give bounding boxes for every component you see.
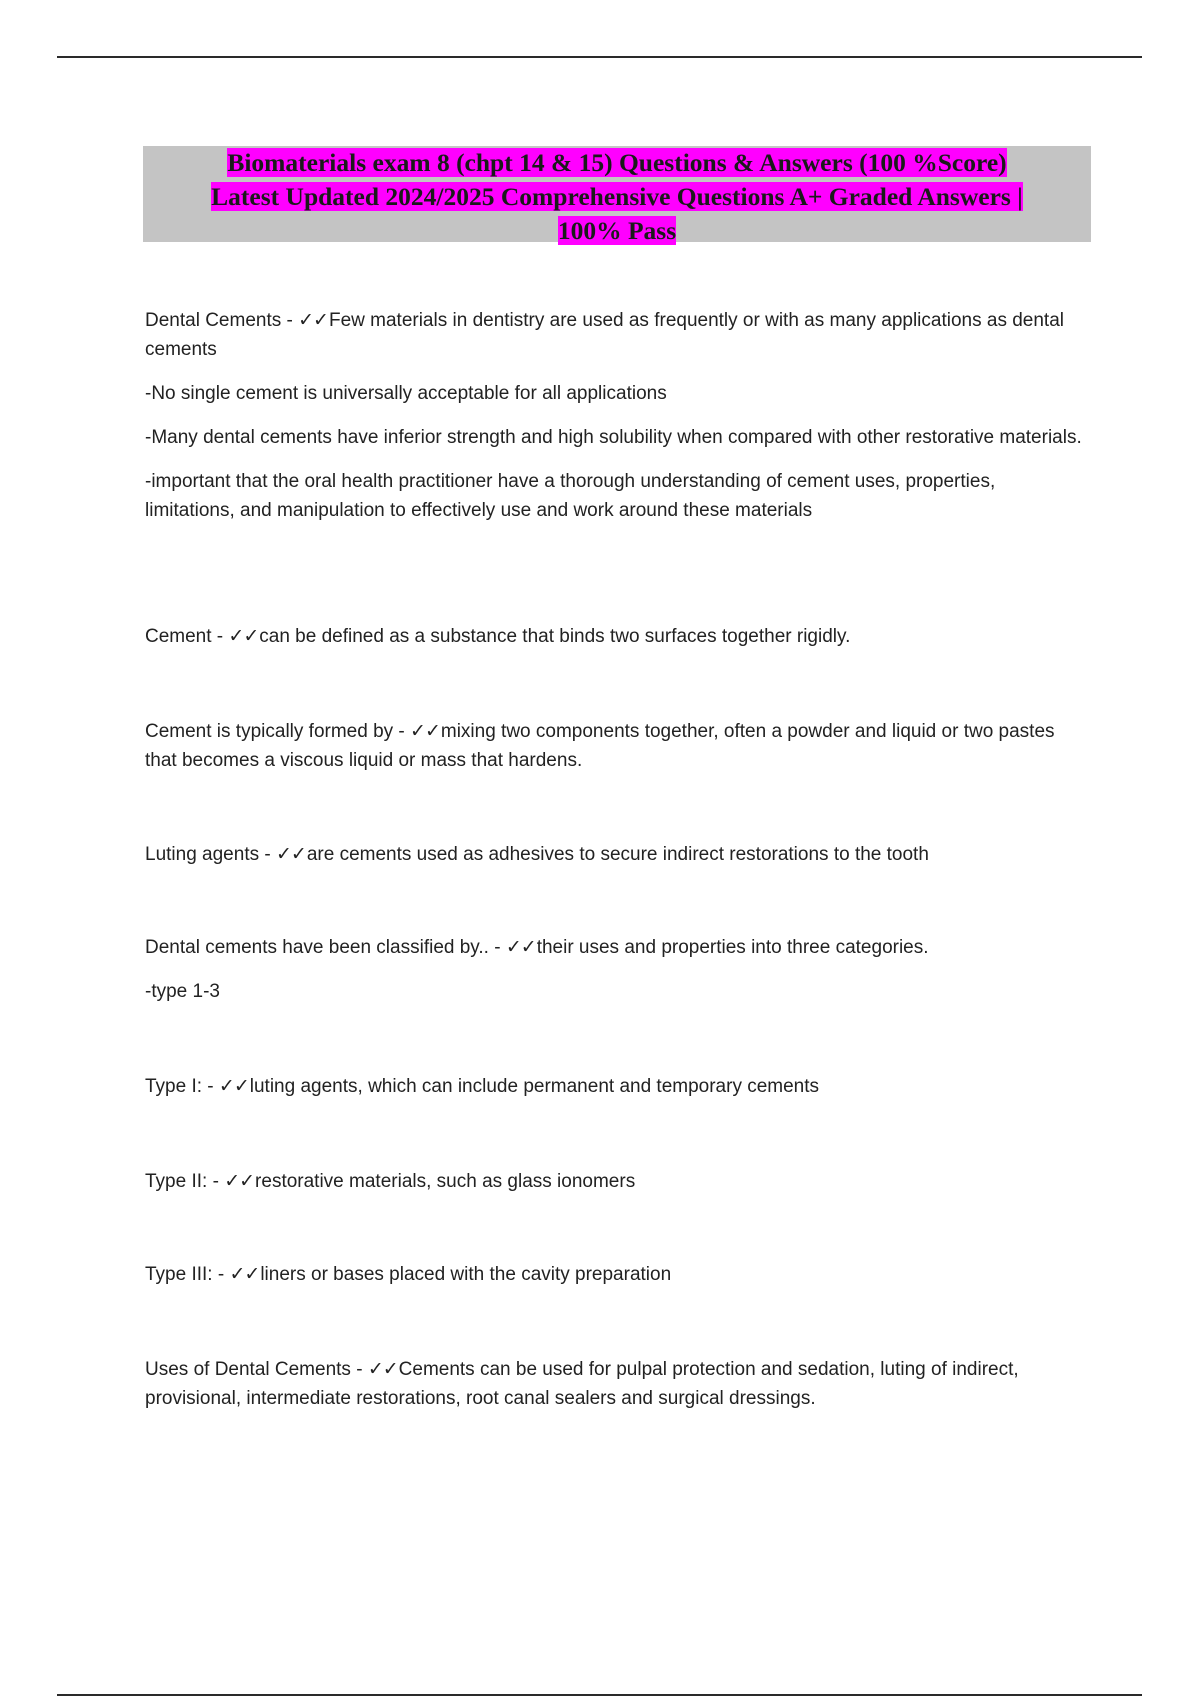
qa-question [145, 1355, 1085, 1413]
qa-term: Cement - [145, 626, 229, 647]
qa-note: -No single cement is universally acceptable for all applications [145, 383, 667, 404]
qa-entry-type-3 [145, 1260, 1085, 1289]
footer-rule [57, 1694, 1142, 1696]
qa-answer: Cements can be used for pulpal protection and sedation, luting of indirect, provisional, intermediate restorations, root canal sealers and surgical dressings. [145, 1359, 1019, 1409]
double-check-icon: ✓✓ [275, 843, 306, 865]
qa-answer: their uses and properties into three categories. [536, 937, 929, 958]
double-check-icon: ✓✓ [298, 309, 328, 331]
qa-note: -Many dental cements have inferior strength and high solubility when compared with other restorative materials. [145, 427, 1082, 448]
qa-answer: Few materials in dentistry are used as frequently or with as many applications as dental cements [145, 310, 1064, 360]
qa-entry-luting-agents [145, 840, 1085, 869]
qa-answer: luting agents, which can include permanent and temporary cements [249, 1076, 820, 1097]
qa-answer: are cements used as adhesives to secure indirect restorations to the tooth [306, 844, 929, 865]
qa-note: -important that the oral health practitioner have a thorough understanding of cement uses, properties, limitations, and manipulation to effectively use and work around these materials [145, 471, 996, 521]
qa-entry-dental-cements [145, 306, 1085, 525]
double-check-icon: ✓✓ [410, 720, 440, 742]
qa-question [145, 306, 1085, 364]
double-check-icon: ✓✓ [229, 1263, 260, 1285]
qa-term: Dental cements have been classified by.. - [145, 937, 506, 958]
qa-note: -type 1-3 [145, 981, 220, 1002]
qa-term: Luting agents - [145, 844, 276, 865]
double-check-icon: ✓✓ [224, 1170, 255, 1192]
qa-term: Uses of Dental Cements - [145, 1359, 368, 1380]
qa-question [145, 933, 1085, 962]
qa-entry-type-1 [145, 1072, 1085, 1101]
header-rule [57, 56, 1142, 58]
document-title [143, 146, 1091, 245]
qa-entry-type-2 [145, 1167, 1085, 1196]
qa-answer: restorative materials, such as glass ionomers [255, 1171, 636, 1192]
double-check-icon: ✓✓ [228, 625, 259, 647]
qa-question [145, 840, 1085, 869]
double-check-icon: ✓✓ [218, 1075, 249, 1097]
double-check-icon: ✓✓ [367, 1358, 398, 1380]
qa-term: Cement is typically formed by - [145, 721, 411, 742]
qa-answer: can be defined as a substance that binds two surfaces together rigidly. [259, 626, 851, 647]
title-line-1: Biomaterials exam 8 (chpt 14 & 15) Questions & Answers (100 %Score) [227, 148, 1007, 177]
qa-question [145, 622, 1085, 651]
qa-answer: liners or bases placed with the cavity preparation [260, 1264, 672, 1285]
qa-answer: mixing two components together, often a powder and liquid or two pastes that becomes a viscous liquid or mass that hardens. [145, 721, 1055, 771]
qa-entry-cement [145, 622, 1085, 651]
double-check-icon: ✓✓ [505, 936, 536, 958]
qa-entry-uses [145, 1355, 1085, 1413]
title-line-3: 100% Pass [557, 216, 677, 245]
qa-question [145, 1260, 1085, 1289]
qa-question [145, 1167, 1085, 1196]
qa-question [145, 717, 1085, 775]
qa-term: Type III: - [145, 1264, 230, 1285]
qa-question [145, 1072, 1085, 1101]
title-line-2: Latest Updated 2024/2025 Comprehensive Questions A+ Graded Answers | [211, 182, 1023, 211]
qa-term: Dental Cements - [145, 310, 299, 331]
qa-term: Type II: - [145, 1171, 225, 1192]
qa-entry-classification [145, 933, 1085, 1006]
qa-entry-cement-formed [145, 717, 1085, 775]
qa-term: Type I: - [145, 1076, 219, 1097]
